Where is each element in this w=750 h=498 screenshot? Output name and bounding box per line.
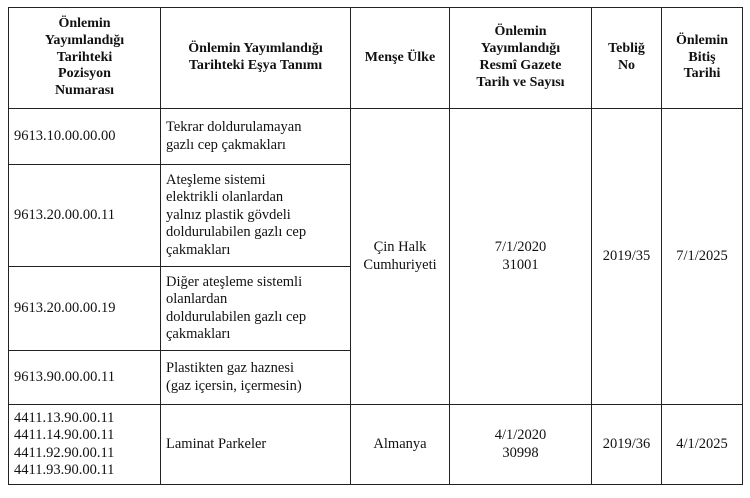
header-origin-country: Menşe Ülke [351, 8, 450, 109]
origin-country-cell: Almanya [351, 405, 450, 485]
goods-description-cell: Plastikten gaz haznesi (gaz içersin, içermesin) [161, 351, 351, 405]
end-date-cell: 4/1/2025 [662, 405, 743, 485]
communique-number-cell: 2019/35 [592, 109, 662, 405]
communique-number-cell: 2019/36 [592, 405, 662, 485]
official-gazette-cell: 4/1/2020 30998 [450, 405, 592, 485]
goods-description-cell: Tekrar doldurulamayan gazlı cep çakmakları [161, 109, 351, 165]
goods-description-cell: Ateşleme sistemi elektrikli olanlardan yalnız plastik gövdeli doldurulabilen gazlı cep çakmakları [161, 165, 351, 267]
goods-description-cell: Diğer ateşleme sistemli olanlardan doldurulabilen gazlı cep çakmakları [161, 267, 351, 351]
end-date-cell: 7/1/2025 [662, 109, 743, 405]
position-number-cell: 9613.20.00.00.11 [9, 165, 161, 267]
origin-country-cell: Çin Halk Cumhuriyeti [351, 109, 450, 405]
measures-table [8, 7, 743, 485]
official-gazette-cell: 7/1/2020 31001 [450, 109, 592, 405]
position-number-cell: 9613.90.00.00.11 [9, 351, 161, 405]
table-row [9, 405, 743, 485]
position-number-cell: 9613.10.00.00.00 [9, 109, 161, 165]
header-official-gazette: Önlemin Yayımlandığı Resmî Gazete Tarih ve Sayısı [450, 8, 592, 109]
position-number-cell: 9613.20.00.00.19 [9, 267, 161, 351]
header-communique-number: Tebliğ No [592, 8, 662, 109]
position-number-cell: 4411.13.90.00.11 4411.14.90.00.11 4411.92.90.00.11 4411.93.90.00.11 [9, 405, 161, 485]
header-end-date: Önlemin Bitiş Tarihi [662, 8, 743, 109]
header-goods-description: Önlemin Yayımlandığı Tarihteki Eşya Tanımı [161, 8, 351, 109]
header-row [9, 8, 743, 109]
goods-description-cell: Laminat Parkeler [161, 405, 351, 485]
header-position-number: Önlemin Yayımlandığı Tarihteki Pozisyon Numarası [9, 8, 161, 109]
table-row [9, 109, 743, 165]
